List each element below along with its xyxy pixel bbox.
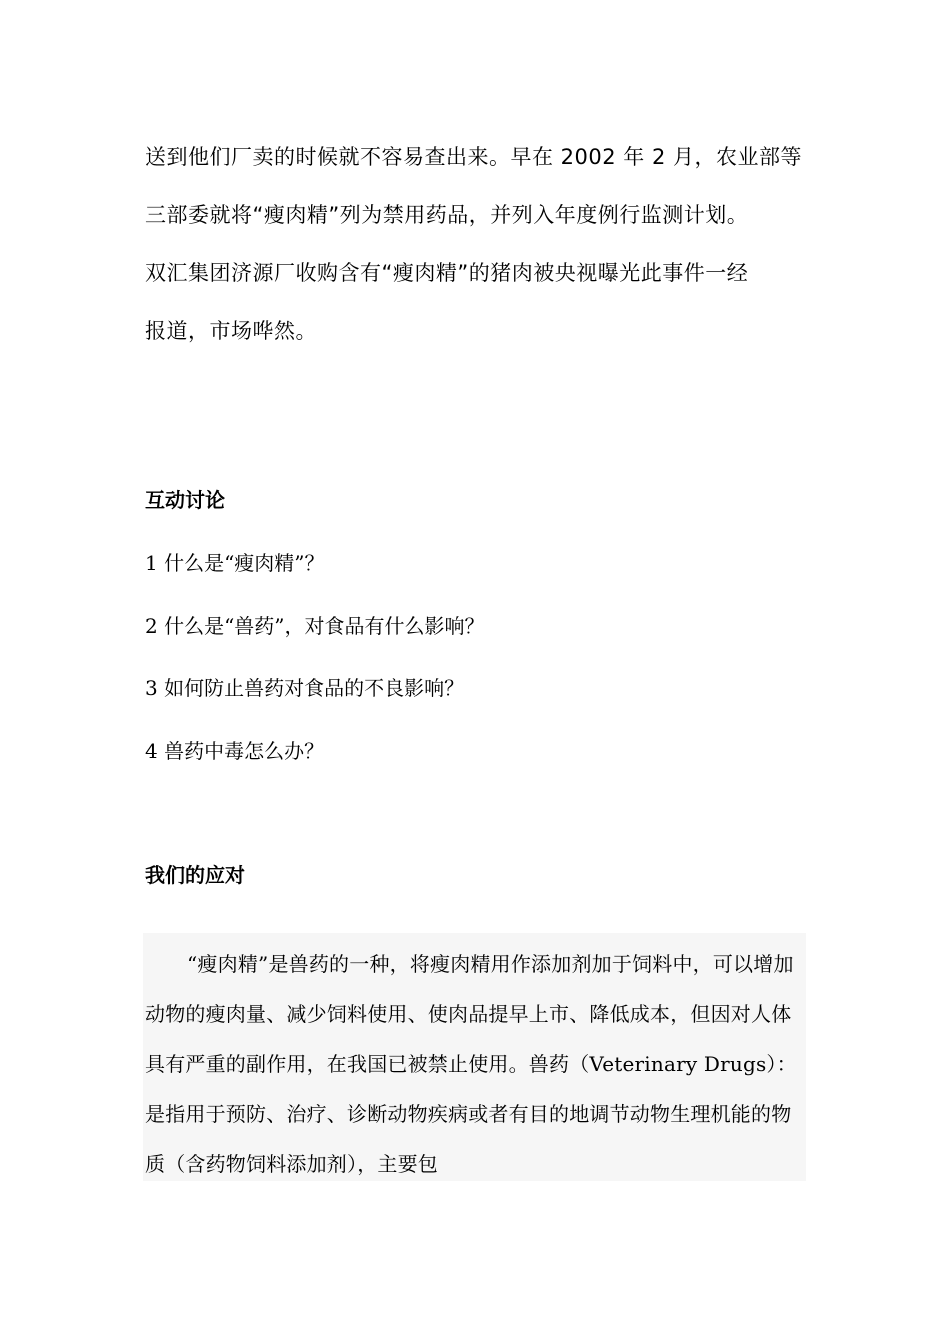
intro-line: 报道，市场哗然。	[145, 319, 317, 343]
response-paragraph: “瘦肉精”是兽药的一种，将瘦肉精用作添加剂加于饲料中，可以增加动物的瘦肉量、减少饲料使用、使肉品提早上市、降低成本，但因对人体具有严重的副作用，在我国已被禁止使用。兽药（Veterinary Drugs）：是指用于预防、治疗、诊断动物疾病或者有目的地调节动物生理机能的物质（含药物饲料添加剂），主要包	[145, 952, 797, 1176]
discussion-question: 1 什么是“瘦肉精”？	[145, 551, 325, 575]
discussion-heading: 互动讨论	[145, 488, 225, 512]
intro-paragraph	[145, 128, 815, 360]
discussion-question: 2 什么是“兽药”，对食品有什么影响？	[145, 613, 485, 638]
intro-line: 双汇集团济源厂收购含有“瘦肉精”的猪肉被央视曝光此事件一经	[145, 261, 749, 285]
response-shaded-box	[143, 933, 806, 1181]
intro-line: 送到他们厂卖的时候就不容易查出来。早在 2002 年 2 月，农业部等	[145, 145, 803, 169]
discussion-question: 4 兽药中毒怎么办？	[145, 738, 325, 763]
discussion-question: 3 如何防止兽药对食品的不良影响？	[145, 676, 465, 700]
discussion-question-list	[145, 546, 485, 796]
response-heading: 我们的应对	[145, 863, 245, 887]
intro-line: 三部委就将“瘦肉精”列为禁用药品，并列入年度例行监测计划。	[145, 203, 749, 227]
